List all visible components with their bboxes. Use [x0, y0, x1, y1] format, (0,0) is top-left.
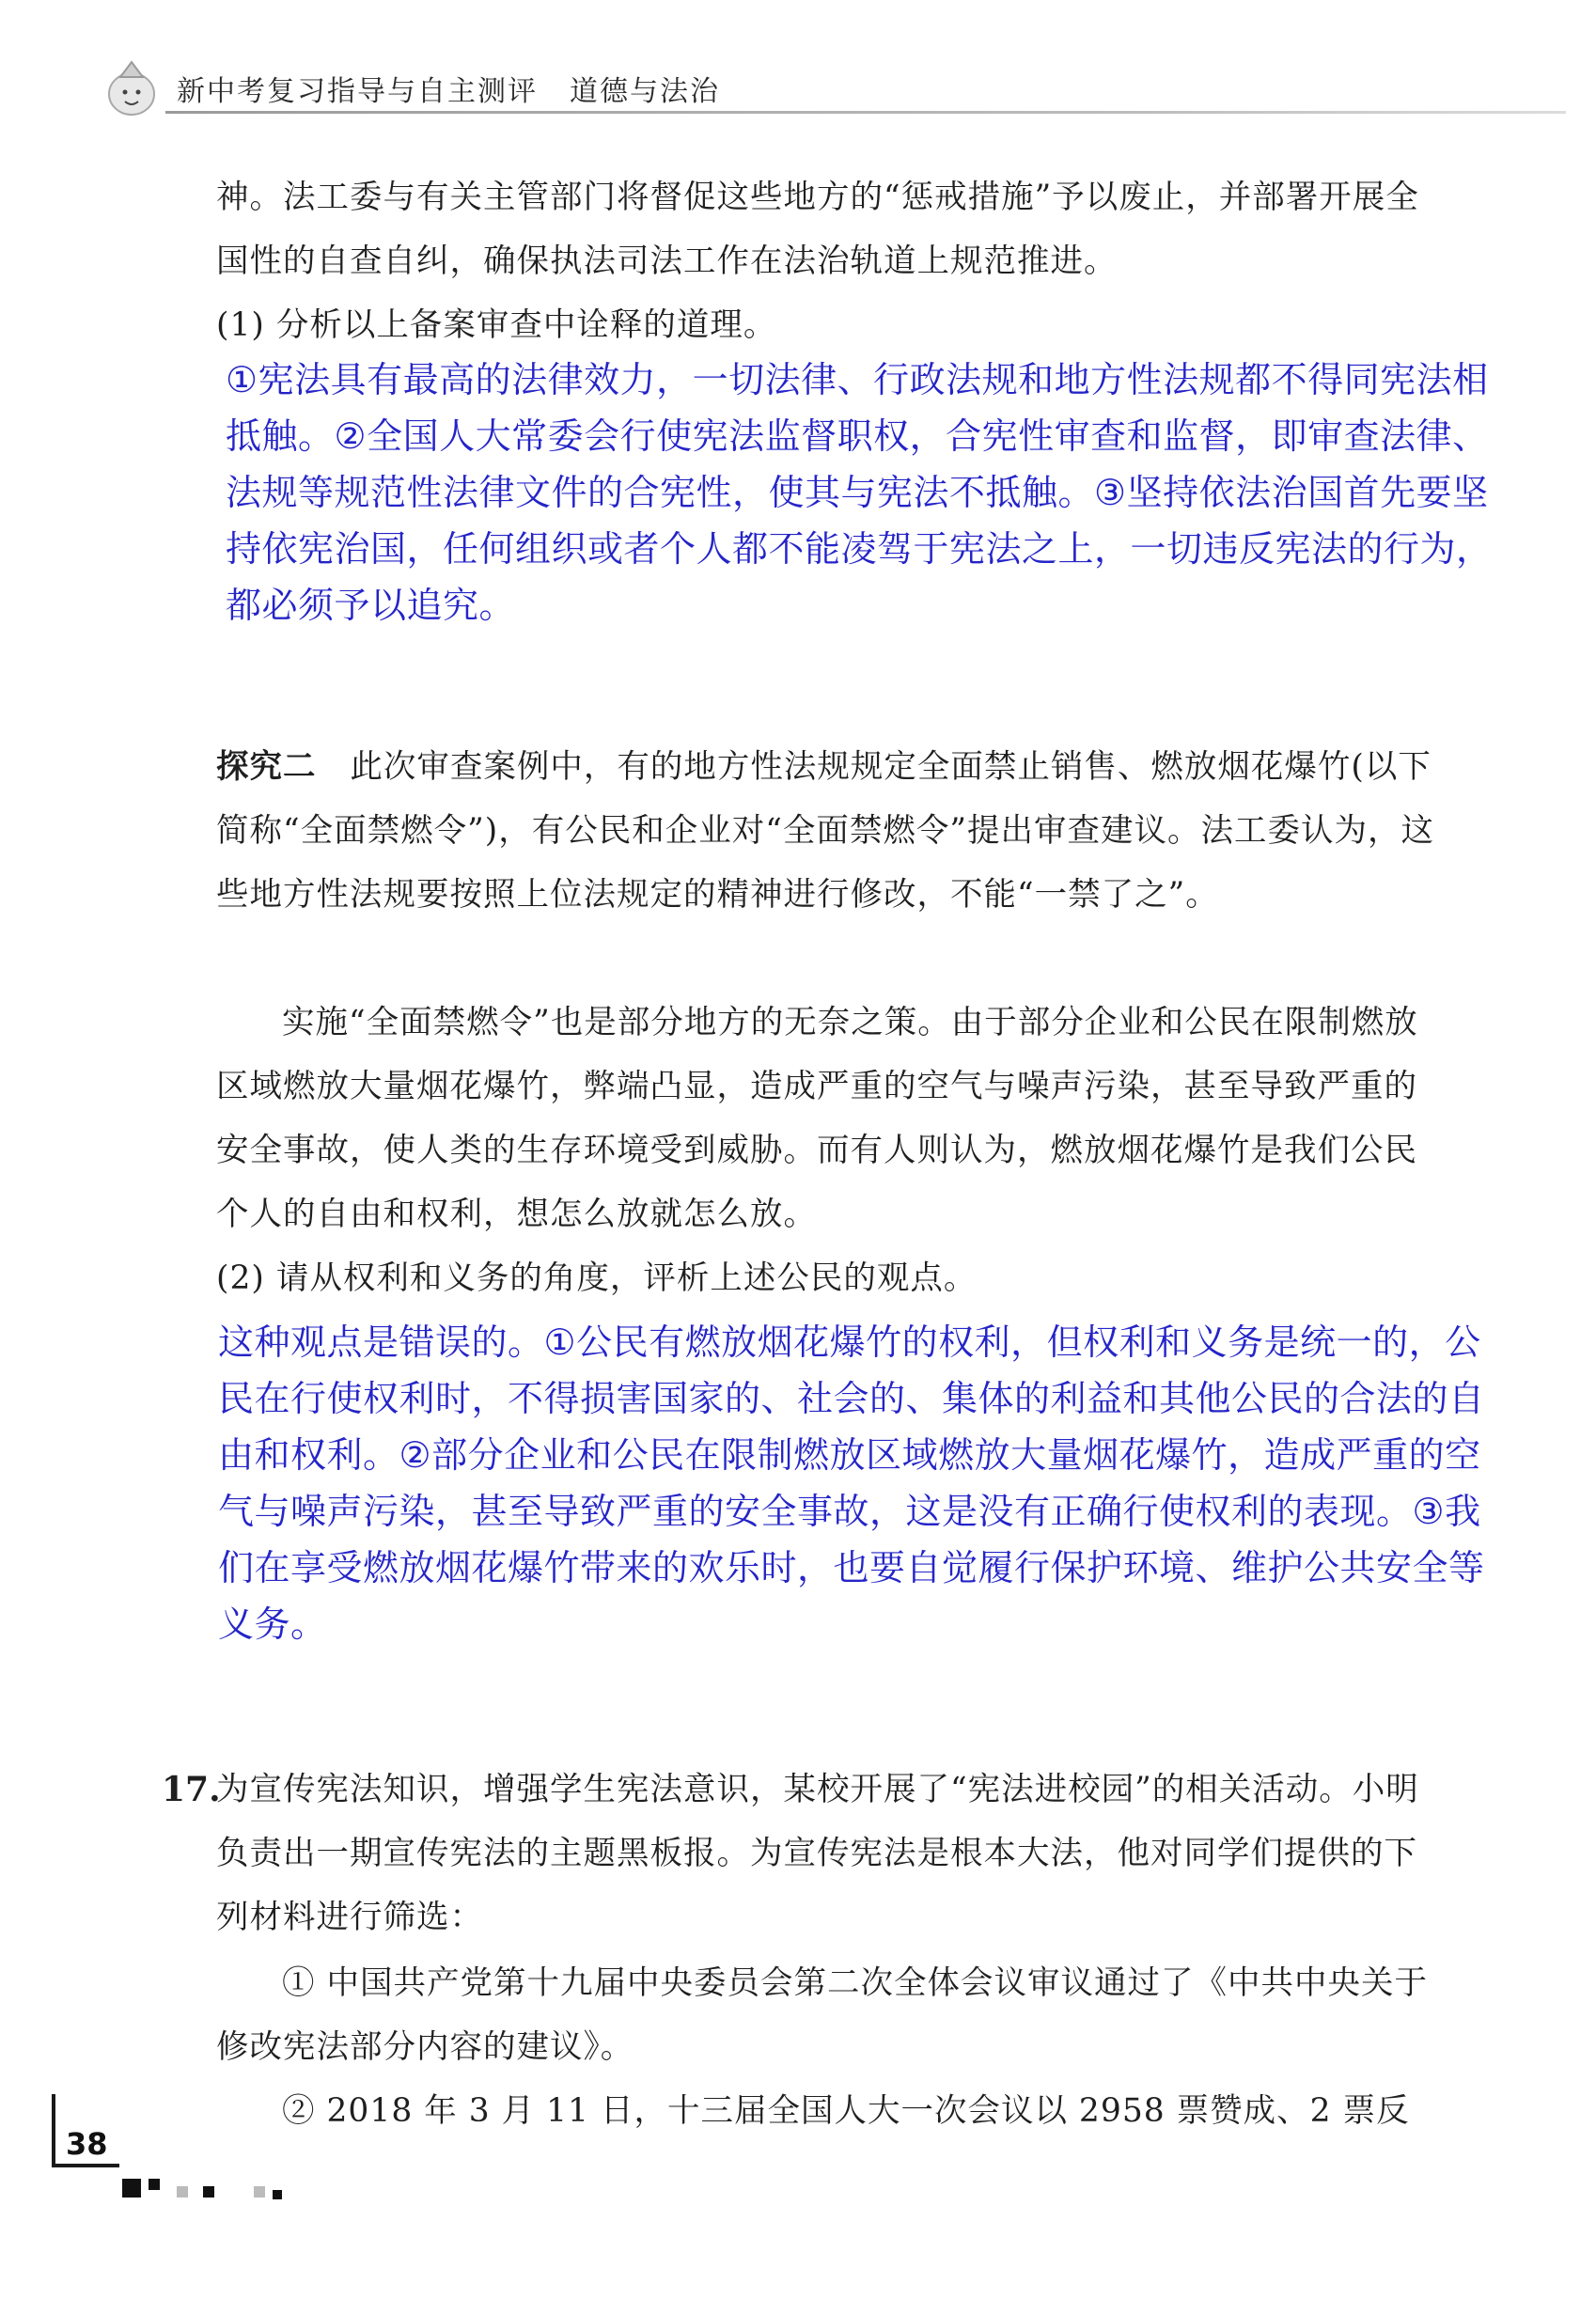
answer-1: ①宪法具有最高的法律效力，一切法律、行政法规和地方性法规都不得同宪法相抵触。②全国人大常委会行使宪法监督职权，合宪性审查和监督，即审查法律、法规等规范性法律文件的合宪性，使其与宪法不抵触。③坚持依法治国首先要坚持依宪治国，任何组织或者个人都不能凌驾于宪法之上，一切违反宪法的行为，都必须予以追究。	[226, 359, 1493, 626]
footer-square	[254, 2186, 265, 2198]
paragraph-2: 实施“全面禁燃令”也是部分地方的无奈之策。由于部分企业和公民在限制燃放区域燃放大量烟花爆竹，弊端凸显，造成严重的空气与噪声污染，甚至导致严重的安全事故，使人类的生存环境受到威胁。而有人则认为，燃放烟花爆竹是我们公民个人的自由和权利，想怎么放就怎么放。	[216, 1004, 1418, 1233]
material-1: ① 中国共产党第十九届中央委员会第二次全体会议审议通过了《中共中央关于修改宪法部分内容的建议》。	[216, 1964, 1428, 2066]
book-title: 新中考复习指导与自主测评	[177, 75, 538, 108]
explore-2-text: 此次审查案例中，有的地方性法规规定全面禁止销售、燃放烟花爆竹(以下简称“全面禁燃令”)，有公民和企业对“全面禁燃令”提出审查建议。法工委认为，这些地方性法规要按照上位法规定的精神进行修改，不能“一禁了之”。	[216, 748, 1435, 914]
pencil-mascot-icon	[103, 60, 162, 118]
page-number: 38	[66, 2126, 108, 2162]
question-2: (2) 请从权利和义务的角度，评析上述公民的观点。	[216, 1259, 978, 1297]
paragraph-continued: 神。法工委与有关主管部门将督促这些地方的“惩戒措施”予以废止，并部署开展全国性的自查自纠，确保执法司法工作在法治轨道上规范推进。	[216, 179, 1419, 280]
footer-square	[203, 2186, 214, 2198]
footer-square	[149, 2179, 160, 2190]
explore-2-label: 探究二	[216, 748, 317, 786]
material-2: ② 2018 年 3 月 11 日，十三届全国人大一次会议以 2958 票赞成、2 票反	[282, 2092, 1410, 2130]
header-title	[177, 68, 720, 109]
explore-2-paragraph	[216, 735, 1447, 927]
footer-square	[122, 2179, 141, 2198]
question-17-text: 为宣传宪法知识，增强学生宪法意识，某校开展了“宪法进校园”的相关活动。小明负责出一期宣传宪法的主题黑板报。为宣传宪法是根本大法，他对同学们提供的下列材料进行筛选：	[216, 1771, 1419, 1936]
subject-title: 道德与法治	[570, 75, 720, 108]
footer-square	[177, 2186, 188, 2198]
answer-2: 这种观点是错误的。①公民有燃放烟花爆竹的权利，但权利和义务是统一的，公民在行使权利时，不得损害国家的、社会的、集体的利益和其他公民的合法的自由和权利。②部分企业和公民在限制燃放区域燃放大量烟花爆竹，造成严重的空气与噪声污染，甚至导致严重的安全事故，这是没有正确行使权利的表现。③我们在享受燃放烟花爆竹带来的欢乐时，也要自觉履行保护环境、维护公共安全等义务。	[218, 1322, 1485, 1645]
footer-square	[273, 2190, 282, 2199]
footer-decoration	[122, 2179, 310, 2201]
page-header	[103, 56, 1570, 122]
question-1: (1) 分析以上备案审查中诠释的道理。	[216, 306, 777, 344]
header-rule	[165, 111, 1566, 114]
question-17-number: 17.	[162, 1770, 221, 1809]
